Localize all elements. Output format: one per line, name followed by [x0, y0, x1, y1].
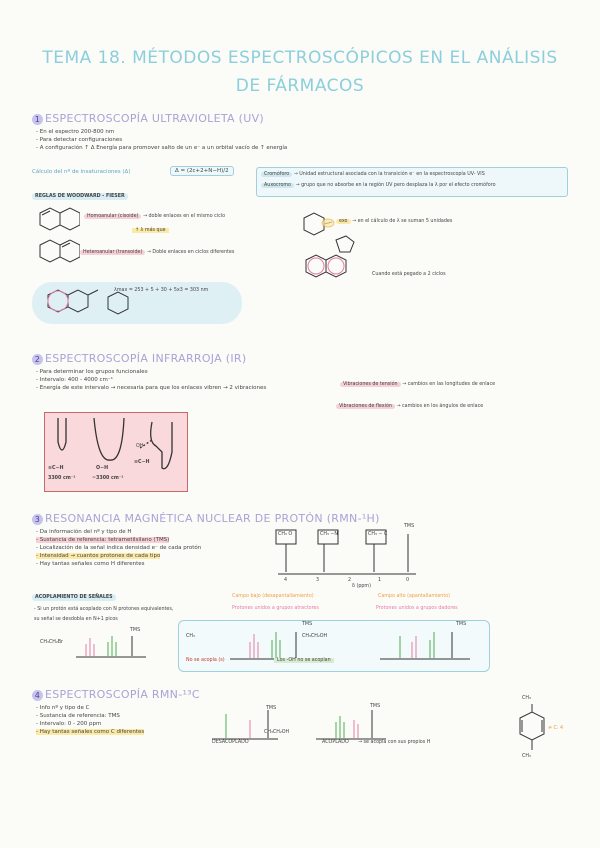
bullet: - Info nº y tipo de C	[36, 705, 90, 711]
bullet: - Intensidad → cuantos protones de cada tipo	[36, 553, 161, 559]
scale-tick: 0	[406, 578, 410, 583]
acop-text2: su señal se desdobla en N+1 picos	[34, 617, 118, 622]
section-title: RESONANCIA MAGNÉTICA NUCLEAR DE PROTÓN (RMN-¹H)	[45, 512, 380, 525]
uv-bullets	[36, 128, 287, 152]
tension-row	[340, 382, 495, 387]
section-uv-heading	[32, 112, 264, 125]
ir-label: ≡C−H	[134, 460, 150, 465]
nmr-mol-1: CH₃CH₂Br	[40, 640, 64, 645]
nmr-tms-1: TMS	[130, 628, 141, 633]
scale-tick: 2	[348, 578, 352, 583]
acoplamiento-heading: ACOPLAMIENTO DE SEÑALES	[32, 594, 116, 601]
bullet: - Sustancia de referencia: tetrametilsilano (TMS)	[36, 537, 170, 543]
ir-bullets	[36, 368, 266, 392]
rmn-c-bullets	[36, 704, 144, 736]
dimethylbenzene-structure	[500, 700, 560, 770]
page-title-line2: DE FÁRMACOS	[235, 76, 365, 96]
campo-alto: Campo alto (apantallamiento)	[378, 594, 451, 599]
nmr-mol-3: CH₃CH₂OH	[302, 634, 328, 639]
scale-unit: δ (ppm)	[352, 584, 371, 589]
acoplado-text: → se acopla con sus propios H	[358, 740, 431, 745]
bullet: - Para detectar configuraciones	[36, 137, 123, 143]
nmr-tms-2: TMS	[302, 622, 313, 627]
heteroanular-row	[80, 250, 234, 255]
heteroanular-text: → Doble enlaces en ciclos diferentes	[146, 250, 235, 255]
ir-label: O−H	[96, 466, 109, 471]
bullet: - Para determinar los grupos funcionales	[36, 369, 148, 375]
section-ir-heading	[32, 352, 246, 365]
flexion-text: → cambios en los ángulos de enlace	[396, 404, 484, 409]
bullet: - Da información del nº y tipo de H	[36, 529, 132, 535]
bullet: - Hay tantas señales como C diferentes	[36, 729, 145, 735]
heteroanular-label: Heteroanular (transoide)	[80, 250, 145, 255]
lambda-calc: λmax = 253 + 5 + 30 + 5x3 = 303 nm	[114, 288, 209, 293]
scale-group: CH₃ − C	[368, 532, 388, 537]
homo-note: ↑ λ más que	[132, 228, 169, 233]
nmr-mol-2: CH₃	[186, 634, 195, 639]
ring-carbon-count: ≠ C: 4	[548, 726, 564, 731]
bullet: - En el espectro 200-800 nm	[36, 129, 115, 135]
auxocromo-label: Auxocromo	[261, 183, 294, 188]
section-rmn-c-heading	[32, 688, 200, 701]
c13-tms-2: TMS	[370, 704, 381, 709]
nmr-spectrum-1	[36, 626, 166, 666]
scale-tick: 1	[378, 578, 382, 583]
exo-label: exo	[336, 219, 351, 224]
flexion-row	[336, 404, 483, 409]
bullet: - Intervalo: 400 - 4000 cm⁻¹	[36, 377, 113, 383]
ring-top-label: CH₃	[522, 696, 531, 701]
campo-bajo: Campo bajo (desapantallamiento)	[232, 594, 314, 599]
c13-spectra	[206, 704, 406, 744]
auxocromo-text: → grupo que no absorbe en la región UV pero desplaza la λ por el efecto cromóforo	[295, 183, 496, 188]
nmr-tms-3: TMS	[456, 622, 467, 627]
no-acopla: No se acopla (s)	[186, 658, 225, 663]
bullet: - Energía de este intervalo → necesaria para que los enlaces vibren → 2 vibraciones	[36, 385, 267, 391]
section-number: 2	[32, 354, 43, 365]
flexion-label: Vibraciones de flexión	[336, 404, 395, 409]
page-title: TEMA 18. MÉTODOS ESPECTROSCÓPICOS EN EL ANÁLISIS	[42, 48, 558, 68]
c13-tms-1: TMS	[266, 706, 277, 711]
section-title: ESPECTROSCOPÍA ULTRAVIOLETA (UV)	[45, 112, 264, 125]
homoanular-text: → doble enlaces en el mismo ciclo	[142, 214, 226, 219]
bullet: - Sustancia de referencia: TMS	[36, 713, 120, 719]
oh-label: OH	[136, 444, 144, 449]
section-title: ESPECTROSCOPÍA INFRARROJA (IR)	[45, 352, 247, 365]
campo-alto-text: Protones unidos a grupos dadores	[376, 606, 458, 611]
scale-group: CH₃ −N	[320, 532, 339, 537]
acoplado: ACOPLADO	[322, 740, 349, 745]
homoanular-row	[84, 214, 225, 219]
scale-tms: TMS	[404, 524, 415, 529]
c13-mol: CH₃CH₂OH	[264, 730, 290, 735]
section-number: 1	[32, 114, 43, 125]
woodward-heading: REGLAS DE WOODWARD - FIESER	[32, 193, 128, 200]
ir-value: 3300 cm⁻¹	[48, 476, 76, 481]
bullet: - Intervalo: 0 - 200 ppm	[36, 721, 102, 727]
rmn-h-bullets	[36, 528, 201, 568]
acop-text1: - Si un protón está acoplado con N protones equivalentes,	[34, 607, 174, 612]
tension-text: → cambios en las longitudes de enlace	[402, 382, 496, 387]
homoanular-label: Homoanular (cisoide)	[84, 214, 141, 219]
bullet: - A configuración ↑ Δ Energía para promover salto de un e⁻ a un orbital vacío de ↑ energía	[36, 145, 288, 151]
ir-value: ~3300 cm⁻¹	[92, 476, 124, 481]
exo-text: → en el cálculo de λ se suman 5 unidades	[352, 219, 453, 224]
insat-label: Cálculo del nº de insaturaciones (Δ)	[32, 169, 131, 175]
desacoplado: DESACOPLADO	[212, 740, 249, 745]
tension-label: Vibraciones de tensión	[340, 382, 401, 387]
ring-bottom-label: CH₃	[522, 754, 531, 759]
cromoforo-box	[256, 167, 568, 197]
section-number: 4	[32, 690, 43, 701]
insat-formula: Δ = (2c+2+N−H)/2	[170, 166, 234, 176]
bullet: - Hay tantas señales como H diferentes	[36, 561, 145, 567]
scale-tick: 4	[284, 578, 288, 583]
scale-tick: 3	[316, 578, 320, 583]
bullet: - Localización de la señal indica densidad e⁻ de cada protón	[36, 545, 202, 551]
pegado-text: Cuando está pegado a 2 ciclos	[372, 272, 446, 277]
ir-label: ≡C−H	[48, 466, 64, 471]
exo-row	[336, 219, 452, 224]
campo-bajo-text: Protones unidos a grupos atractores	[232, 606, 319, 611]
bicyclic-structures	[30, 205, 80, 275]
no-acoplan: Los -OH no se acoplan	[274, 658, 334, 663]
section-title: ESPECTROSCOPÍA RMN-¹³C	[45, 688, 200, 701]
section-number: 3	[32, 514, 43, 525]
scale-group: CH₃ O	[278, 532, 293, 537]
cromoforo-text: → Unidad estructural asociada con la transición e⁻ en la espectroscopía UV- VIS	[293, 172, 485, 177]
cromoforo-label: Cromóforo	[261, 172, 292, 177]
